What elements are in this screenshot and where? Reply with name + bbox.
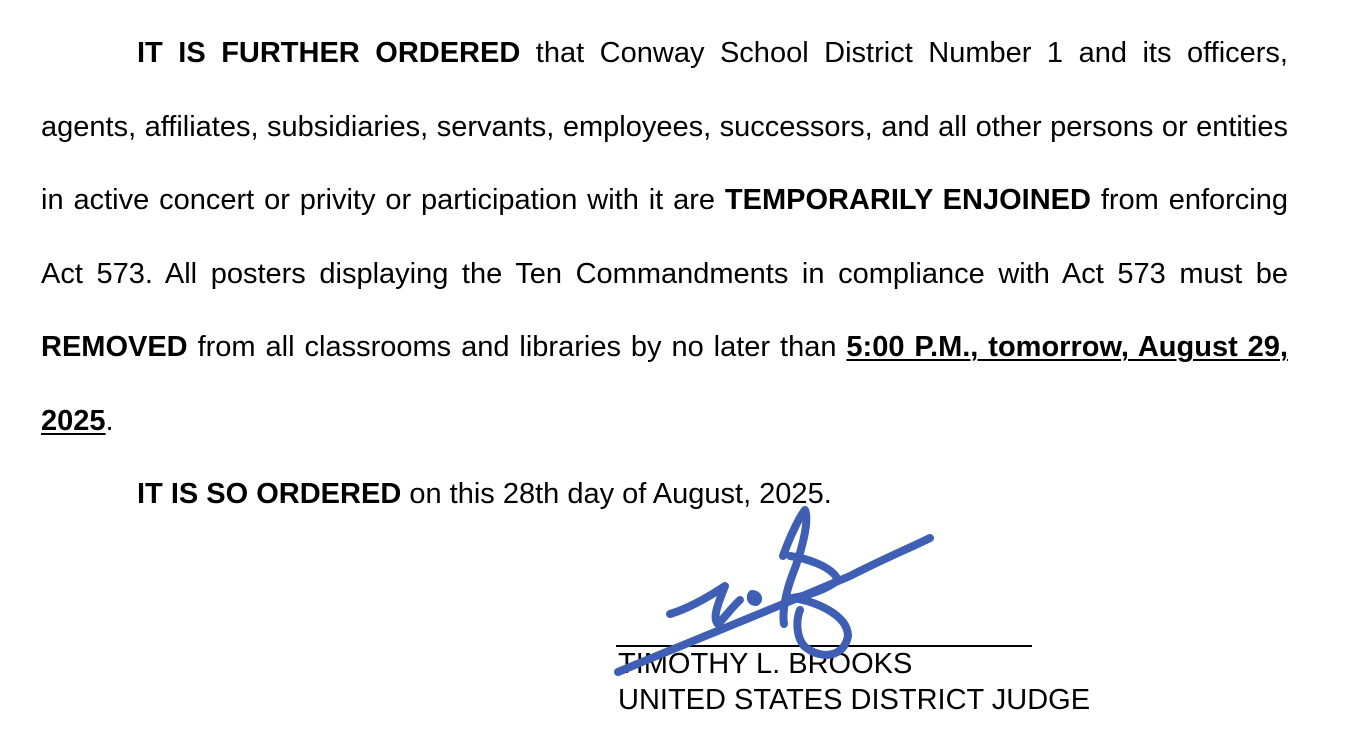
judge-name: TIMOTHY L. BROOKS (618, 648, 913, 680)
removed-text: REMOVED (41, 331, 188, 363)
order-date-text: on this 28th day of August, 2025. (401, 478, 832, 510)
signature-strokes (618, 510, 930, 672)
further-ordered-paragraph (41, 17, 1288, 458)
deadline-text: 5:00 P.M., tomorrow, August 29, 2025 (41, 331, 1288, 437)
so-ordered-heading: IT IS SO ORDERED (137, 478, 402, 510)
handwritten-signature (600, 496, 950, 686)
order-text-segment: . (105, 404, 114, 437)
temporarily-enjoined-text: TEMPORARILY ENJOINED (724, 184, 1091, 216)
judge-title: UNITED STATES DISTRICT JUDGE (618, 684, 1091, 716)
further-ordered-heading: IT IS FURTHER ORDERED (137, 37, 521, 69)
order-text (41, 17, 1288, 532)
order-text-segment: from all classrooms and libraries by no later than (187, 331, 847, 363)
order-text-segment: from enforcing Act 573. All posters displaying the Ten Commandments in compliance with Act 573 must be (41, 184, 1289, 290)
order-text-segment: that Conway School District Number 1 and its officers, agents, affiliates, subsidiaries, servants, employees, successors, and all other persons or entities in active concert or privity or participation with it are (41, 37, 1288, 216)
